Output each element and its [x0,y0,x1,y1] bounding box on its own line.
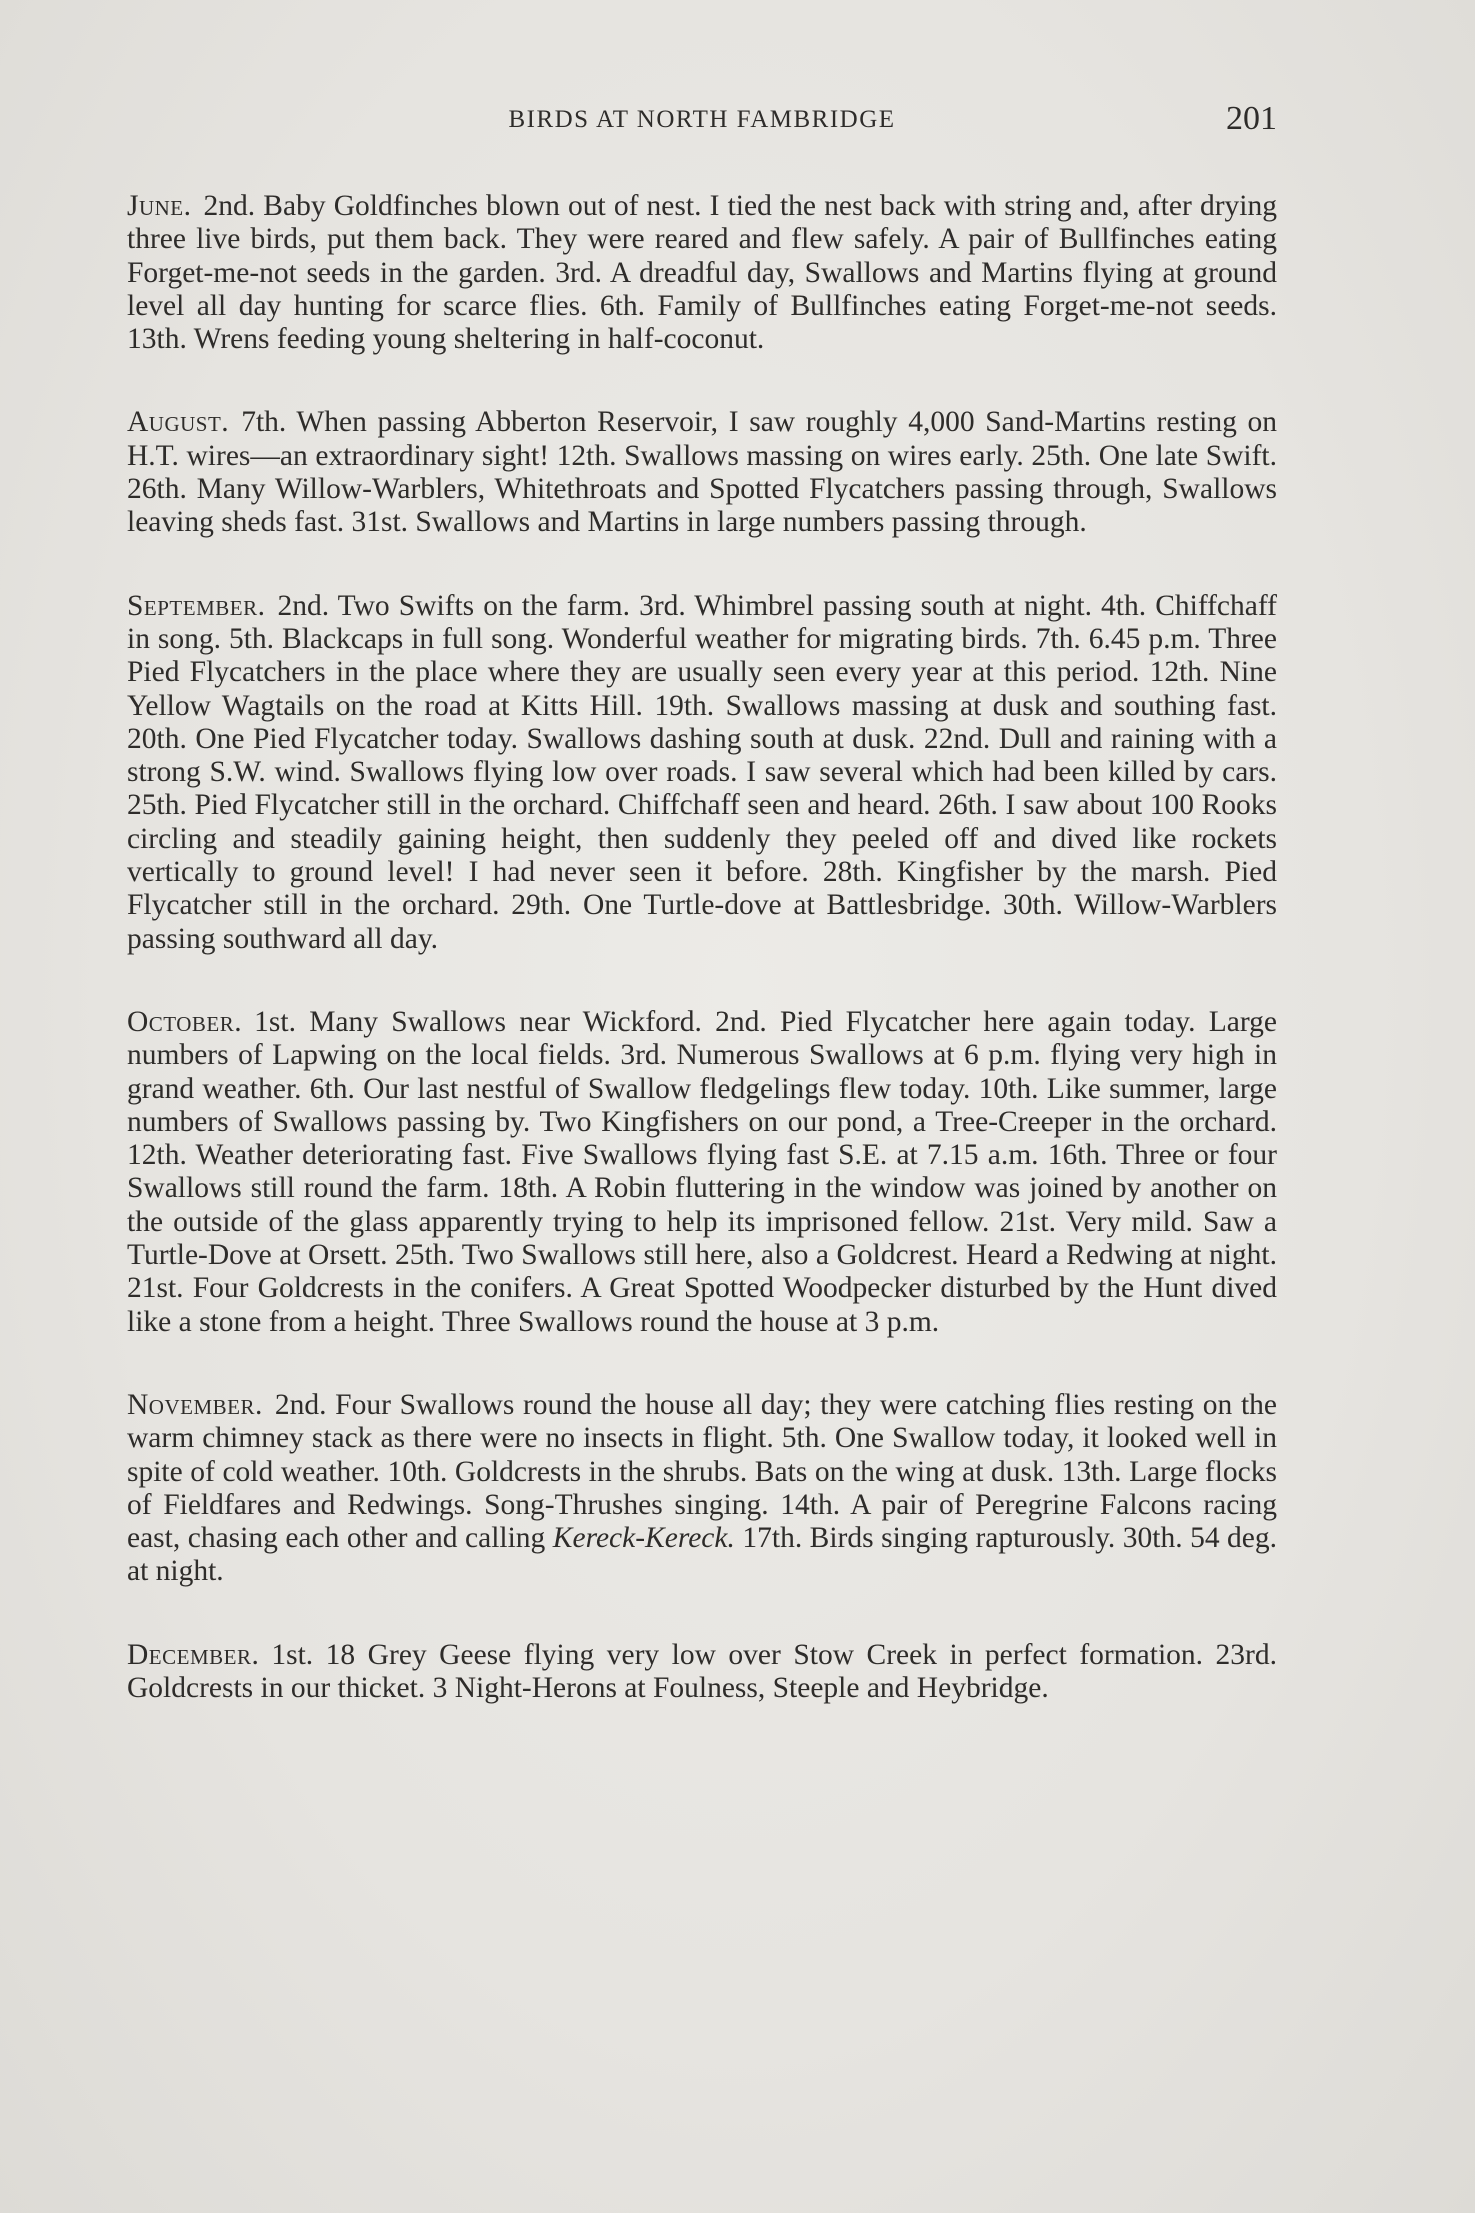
entry-september [127,590,1277,956]
entry-december [127,1639,1277,1706]
entry-text: 1st. Many Swallows near Wickford. 2nd. Pied Flycatcher here again today. Large numbers of Lapwing on the local fields. 3rd. Numerous Swallows at 6 p.m. flying very high in grand weather. 6th. Our last nestful of Swallow fledgelings flew today. 10th. Like summer, large numbers of Swallows passing by. Two Kingfishers on our pond, a Tree-Creeper in the orchard. 12th. Weather deteriorating fast. Five Swallows flying fast S.E. at 7.15 a.m. 16th. Three or four Swallows still round the farm. 18th. A Robin fluttering in the window was joined by another on the outside of the glass apparently trying to help its imprisoned fellow. 21st. Very mild. Saw a Turtle-Dove at Orsett. 25th. Two Swallows still here, also a Goldcrest. Heard a Redwing at night. 21st. Four Goldcrests in the conifers. A Great Spotted Woodpecker disturbed by the Hunt dived like a stone from a height. Three Swallows round the house at 3 p.m. [127,1005,1277,1338]
page-body [127,190,1277,1755]
month-heading: October. [127,1005,243,1038]
entry-text: 2nd. Four Swallows round the house all day; they were catching flies resting on the warm chimney stack as there were no insects in flight. 5th. One Swallow today, it looked well in spite of cold weather. 10th. Goldcrests in the shrubs. Bats on the wing at dusk. 13th. Large flocks of Fieldfares and Redwings. Song-Thrushes singing. 14th. A pair of Peregrine Falcons racing east, chasing each other and calling [127,1388,1277,1555]
entry-text: 2nd. Two Swifts on the farm. 3rd. Whimbrel passing south at night. 4th. Chiffchaff in song. 5th. Blackcaps in full song. Wonderful weather for migrating birds. 7th. 6.45 p.m. Three Pied Flycatchers in the place where they are usually seen every year at this period. 12th. Nine Yellow Wagtails on the road at Kitts Hill. 19th. Swallows massing at dusk and southing fast. 20th. One Pied Flycatcher today. Swallows dashing south at dusk. 22nd. Dull and raining with a strong S.W. wind. Swallows flying low over roads. I saw several which had been killed by cars. 25th. Pied Flycatcher still in the orchard. Chiffchaff seen and heard. 26th. I saw about 100 Rooks circling and steadily gaining height, then suddenly they peeled off and dived like rockets vertically to ground level! I had never seen it before. 28th. Kingfisher by the marsh. Pied Flycatcher still in the orchard. 29th. One Turtle-dove at Battlesbridge. 30th. Willow-Warblers passing southward all day. [127,589,1277,955]
page-number: 201 [1226,100,1277,137]
entry-august [127,406,1277,539]
month-heading: November. [127,1388,263,1421]
month-heading: September. [127,589,266,622]
entry-text: 7th. When passing Abberton Reservoir, I saw roughly 4,000 Sand-Martins resting on H.T. wires—an extraordinary sight! 12th. Swallows massing on wires early. 25th. One late Swift. 26th. Many Willow-Warblers, Whitethroats and Spotted Flycatchers passing through, Swallows leaving sheds fast. 31st. Swallows and Martins in large numbers passing through. [127,406,1277,539]
month-heading: December. [127,1638,260,1671]
entry-text: 2nd. Baby Goldfinches blown out of nest. I tied the nest back with string and, after drying three live birds, put them back. They were reared and flew safely. A pair of Bullfinches eating Forget-me-not seeds in the garden. 3rd. A dreadful day, Swallows and Martins flying at ground level all day hunting for scarce flies. 6th. Family of Bullfinches eating Forget-me-not seeds. 13th. Wrens feeding young sheltering in half-coconut. [127,190,1277,356]
running-head: BIRDS AT NORTH FAMBRIDGE [508,106,896,133]
italic-call: Kereck-Kereck. [552,1522,735,1555]
entry-text-continued: 17th. Birds singing rapturously. 30th. 54 deg. at night. [127,1522,1278,1588]
month-heading: August. [127,406,230,439]
entry-june [127,190,1277,356]
month-heading: June. [127,190,192,222]
page-header [127,100,1277,150]
entry-october [127,1006,1277,1339]
entry-text: 1st. 18 Grey Geese flying very low over Stow Creek in perfect formation. 23rd. Goldcrests in our thicket. 3 Night-Herons at Foulness, Steeple and Heybridge. [127,1638,1277,1704]
entry-november [127,1389,1277,1589]
